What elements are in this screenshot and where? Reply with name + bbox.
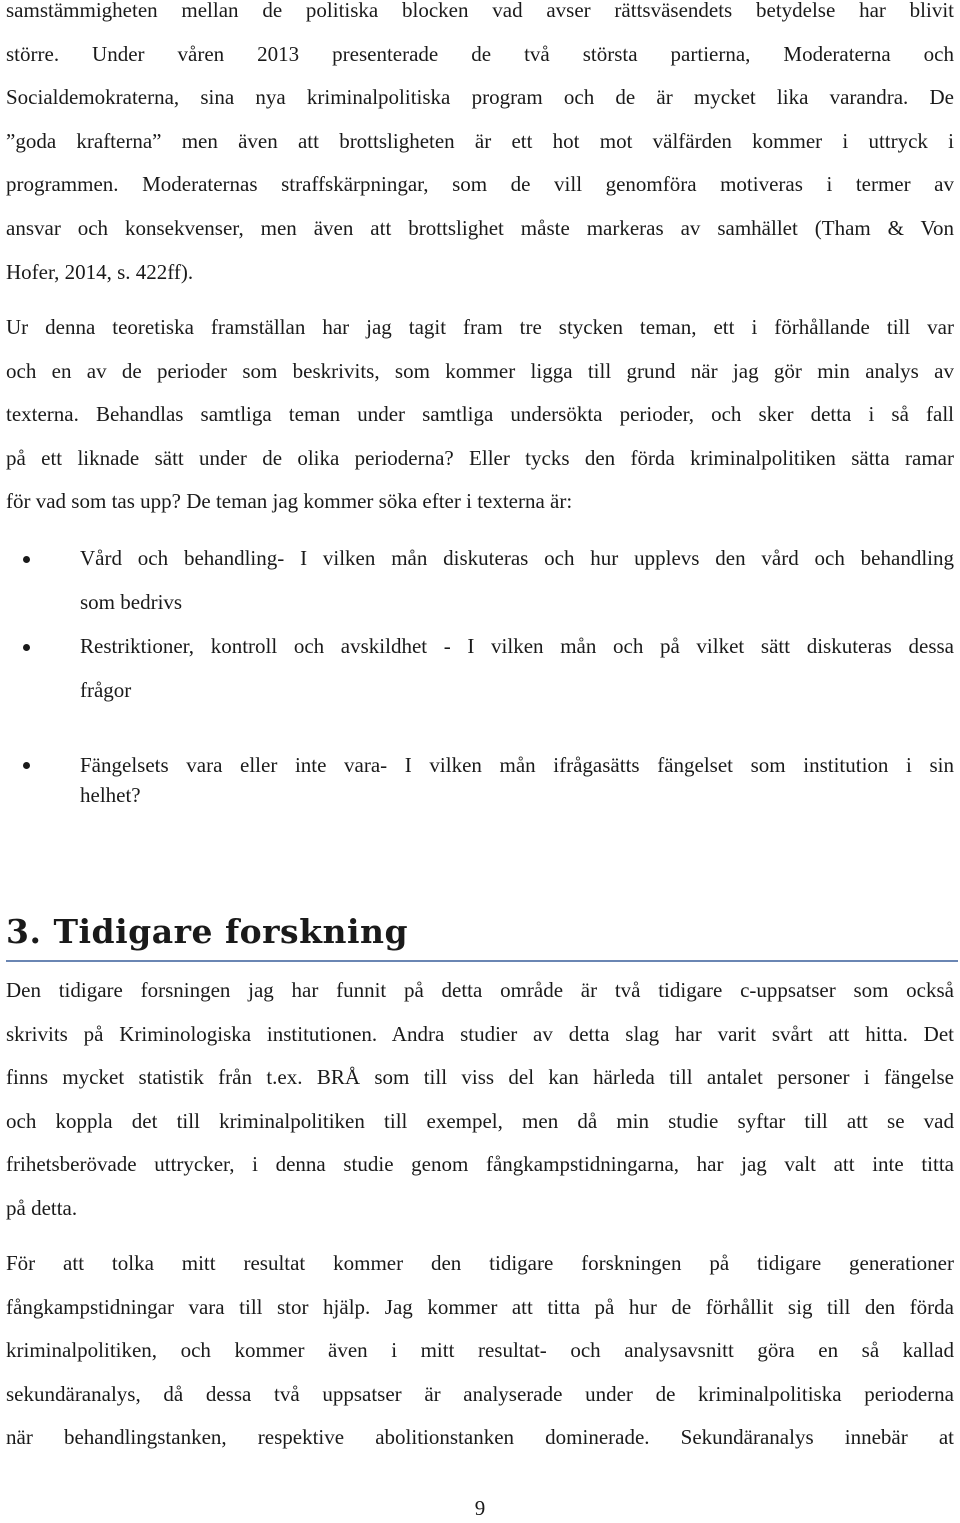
- text-line: Restriktioner, kontroll och avskildhet - I vilken mån och på vilket sätt diskuteras dessa: [80, 634, 954, 658]
- page-number: 9: [474, 1496, 486, 1520]
- text-line: programmen. Moderaternas straffskärpningar, som de vill genomföra motiveras i termer av: [6, 172, 954, 197]
- text-line: Vård och behandling- I vilken mån diskuteras och hur upplevs den vård och behandling: [80, 546, 954, 570]
- section-heading: 3. Tidigare forskning: [6, 912, 409, 951]
- text-line: sekundäranalys, då dessa två uppsatser är analyserade under de kriminalpolitiska perioderna: [6, 1381, 954, 1406]
- bullet-icon: [23, 762, 30, 769]
- paragraph-intro: [6, 0, 954, 294]
- text-line: fångkampstidningar vara till stor hjälp. Jag kommer att titta på hur de förhållit sig till den förda: [6, 1294, 954, 1319]
- text-line: kriminalpolitiken, och kommer även i mitt resultat- och analysavsnitt göra en så kallad: [6, 1338, 954, 1363]
- text-line: på ett liknade sätt under de olika perioderna? Eller tycks den förda kriminalpolitiken sätta ramar: [6, 445, 954, 470]
- text-line: För att tolka mitt resultat kommer den tidigare forskningen på tidigare generationer: [6, 1251, 954, 1275]
- text-line: för vad som tas upp? De teman jag kommer söka efter i texterna är:: [6, 489, 573, 514]
- paragraph-previous-research: [6, 969, 954, 1231]
- paragraph-themes: [6, 306, 954, 524]
- bullet-icon: [23, 556, 30, 563]
- text-line: helhet?: [80, 783, 141, 807]
- text-line: som bedrivs: [80, 589, 183, 614]
- text-line: Den tidigare forsningen jag har funnit på detta område är två tidigare c-uppsatser som också: [6, 978, 954, 1002]
- text-line: frågor: [80, 677, 132, 702]
- text-line: frihetsberövade uttrycker, i denna studie genom fångkampstidningarna, har jag valt att inte titta: [6, 1152, 954, 1177]
- text-line: och en av de perioder som beskrivits, som kommer ligga till grund när jag gör min analys av: [6, 358, 954, 383]
- text-line: när behandlingstanken, respektive abolitionstanken dominerade. Sekundäranalys innebär at: [6, 1425, 954, 1450]
- heading-rule: [6, 960, 958, 962]
- text-line: större. Under våren 2013 presenterade de två största partierna, Moderaterna och: [6, 41, 954, 66]
- text-line: Socialdemokraterna, sina nya kriminalpolitiska program och de är mycket lika varandra. De: [6, 85, 954, 110]
- paragraph-interpretation: [6, 1242, 954, 1460]
- text-line: skrivits på Kriminologiska institutionen. Andra studier av detta slag har varit svårt att hitta. Det: [6, 1021, 954, 1046]
- text-line: Ur denna teoretiska framställan har jag tagit fram tre stycken teman, ett i förhållande till var: [6, 315, 954, 339]
- text-line: Hofer, 2014, s. 422ff).: [6, 259, 194, 284]
- text-line: på detta.: [6, 1195, 78, 1220]
- text-line: Fängelsets vara eller inte vara- I vilken mån ifrågasätts fängelset som institution i sin: [80, 753, 954, 777]
- text-line: finns mycket statistik från t.ex. BRÅ som till viss del kan härleda till antalet personer i fängelse: [6, 1065, 954, 1090]
- text-line: texterna. Behandlas samtliga teman under samtliga undersökta perioder, och sker detta i så fall: [6, 402, 954, 427]
- text-line: och koppla det till kriminalpolitiken till exempel, men då min studie syftar till att se vad: [6, 1108, 954, 1133]
- text-line: ”goda krafterna” men även att brottsligheten är ett hot mot välfärden kommer i uttryck i: [6, 128, 954, 153]
- text-line: ansvar och konsekvenser, men även att brottslighet måste markeras av samhället (Tham & Von: [6, 215, 954, 240]
- text-line: samstämmigheten mellan de politiska blocken vad avser rättsväsendets betydelse har blivit: [6, 0, 954, 22]
- bullet-icon: [23, 644, 30, 651]
